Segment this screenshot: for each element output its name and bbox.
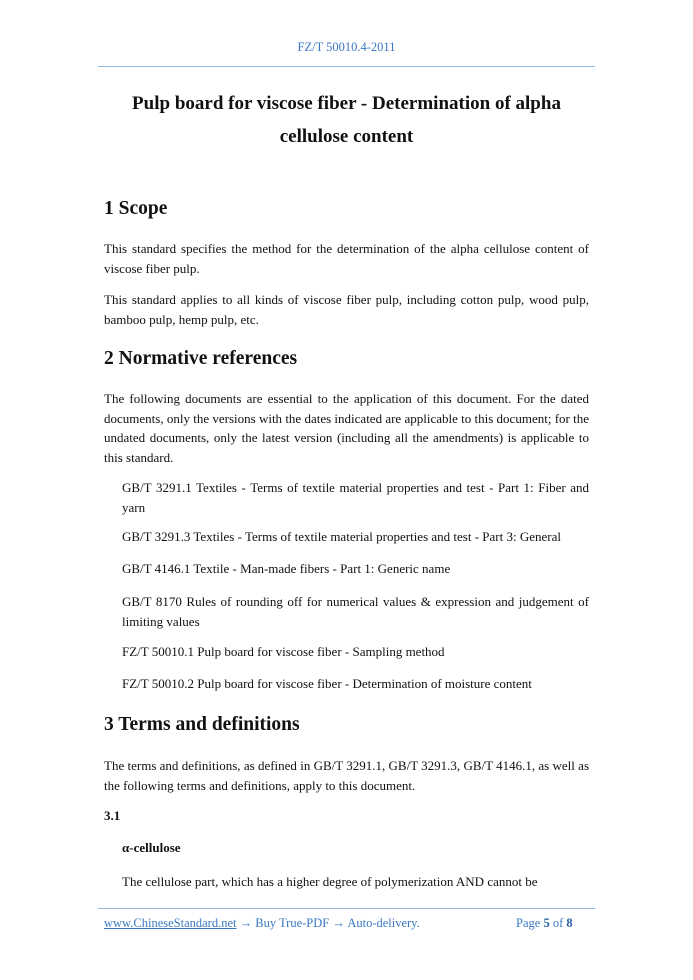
scope-paragraph-2: This standard applies to all kinds of viscose fiber pulp, including cotton pulp, wood pulp, bamboo pulp, hemp pulp, etc.: [104, 292, 589, 327]
reference-item: FZ/T 50010.1 Pulp board for viscose fiber - Sampling method: [122, 644, 445, 659]
page-of-label: of: [552, 916, 564, 930]
scope-paragraph-1: This standard specifies the method for the determination of the alpha cellulose content of viscose fiber pulp.: [104, 241, 589, 276]
current-page-number: 5: [543, 916, 550, 930]
footer-divider: [98, 908, 595, 909]
arrow-right-icon: →: [236, 916, 256, 930]
arrow-right-icon: →: [329, 916, 348, 930]
section-heading-terms-and-definitions: 3 Terms and definitions: [104, 714, 300, 735]
header-divider: [98, 66, 595, 67]
total-pages-number: 8: [566, 916, 573, 930]
reference-item: FZ/T 50010.2 Pulp board for viscose fiber - Determination of moisture content: [122, 676, 532, 691]
document-title-line-1: Pulp board for viscose fiber - Determination of alpha: [132, 93, 561, 114]
reference-item: GB/T 3291.3 Textiles - Terms of textile material properties and test - Part 3: General: [122, 529, 561, 544]
footer-promo: [104, 916, 420, 931]
terms-intro-paragraph: The terms and definitions, as defined in GB/T 3291.1, GB/T 3291.3, GB/T 4146.1, as well as the following terms and definitions, apply to this document.: [104, 758, 589, 793]
reference-item: GB/T 4146.1 Textile - Man-made fibers - Part 1: Generic name: [122, 561, 451, 576]
clause-number: 3.1: [104, 808, 121, 823]
section-heading-normative-references: 2 Normative references: [104, 348, 298, 369]
auto-delivery-text: Auto-delivery.: [347, 916, 420, 930]
term-name: α-cellulose: [122, 840, 181, 855]
site-link[interactable]: www.ChineseStandard.net: [104, 916, 237, 930]
buy-pdf-link[interactable]: Buy True-PDF: [255, 916, 330, 930]
page-label: Page: [516, 916, 541, 930]
normative-intro-paragraph: The following documents are essential to the application of this document. For the dated documents, only the versions with the dates indicated are applicable to this document; for the undated documents, only the latest version (including all the amendments) is applicable to this standard.: [104, 391, 589, 465]
reference-item: GB/T 8170 Rules of rounding off for numerical values & expression and judgement of limiting values: [122, 594, 589, 629]
section-heading-scope: 1 Scope: [104, 198, 168, 219]
reference-item: GB/T 3291.1 Textiles - Terms of textile material properties and test - Part 1: Fiber and yarn: [122, 480, 589, 515]
document-title-line-2: cellulose content: [279, 126, 414, 147]
term-definition: The cellulose part, which has a higher degree of polymerization AND cannot be: [122, 874, 538, 889]
header-standard-code: FZ/T 50010.4-2011: [297, 40, 396, 54]
page-indicator: [516, 916, 573, 931]
